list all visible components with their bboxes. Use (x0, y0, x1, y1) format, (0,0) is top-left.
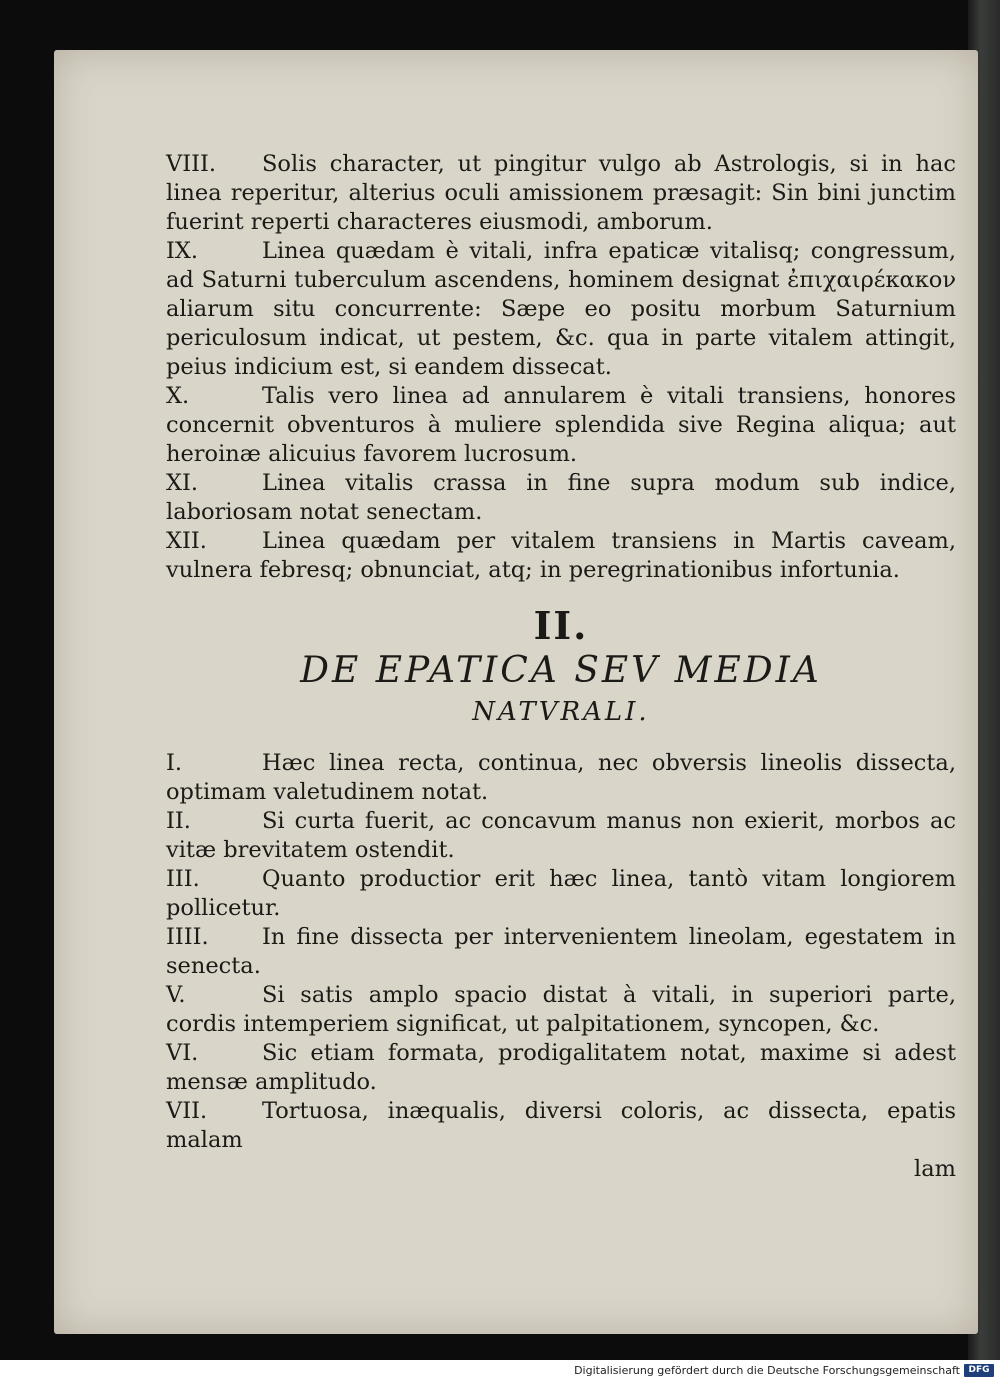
entry-number: XI. (166, 470, 199, 496)
entry-i (166, 749, 956, 807)
page-text (166, 150, 956, 1184)
entry-text: Si satis amplo spacio distat à vitali, in superiori parte, cordis intemperiem significat, ut palpitationem, syncopen, &c. (166, 982, 956, 1037)
entry-number: I. (166, 750, 183, 776)
dfg-logo: DFG (964, 1364, 994, 1377)
entry-iiii (166, 923, 956, 981)
entry-number: V. (166, 982, 186, 1008)
section-number: II. (533, 603, 589, 648)
entry-number: III. (166, 866, 200, 892)
funding-note: Digitalisierung gefördert durch die Deutsche Forschungsgemeinschaft (574, 1364, 960, 1377)
entries-part2 (166, 749, 956, 1155)
entry-text: Linea vitalis crassa in fine supra modum sub indice, laboriosam notat senectam. (166, 470, 956, 525)
entry-number: VI. (166, 1040, 199, 1066)
entries-part1 (166, 150, 956, 585)
entry-text: In fine dissecta per intervenientem lineolam, egestatem in senecta. (166, 924, 956, 979)
entry-number: VII. (166, 1098, 208, 1124)
entry-text: Linea quædam è vitali, infra epaticæ vitalisq; congressum, ad Saturni tuberculum ascendens, hominem designat ἐπιχαιρέκακον aliarum situ concurrente: Sæpe eo positu morbum Saturnium periculosum indicat, ut pestem, &c. qua in parte vitalem attingit, peius indicium est, si eandem dissecat. (166, 238, 956, 380)
entry-text: Hæc linea recta, continua, nec obversis lineolis dissecta, optimam valetudinem notat. (166, 750, 956, 805)
section-title: DE EPATICA SEV MEDIA (300, 650, 822, 691)
entry-text: Sic etiam formata, prodigalitatem notat, maxime si adest mensæ amplitudo. (166, 1040, 956, 1095)
entry-number: XII. (166, 528, 207, 554)
entry-viii (166, 150, 956, 237)
entry-ix (166, 237, 956, 382)
entry-number: X. (166, 383, 190, 409)
entry-text: Quanto productior erit hæc linea, tantò vitam longiorem pollicetur. (166, 866, 956, 921)
entry-iii (166, 865, 956, 923)
entry-vii (166, 1097, 956, 1155)
entry-number: VIII. (166, 151, 217, 177)
entry-text: Talis vero linea ad annularem è vitali transiens, honores concernit obventuros à muliere splendida sive Regina aliqua; aut heroinæ alicuius favorem lucrosum. (166, 383, 956, 467)
entry-number: IIII. (166, 924, 209, 950)
entry-ii (166, 807, 956, 865)
entry-number: IX. (166, 238, 199, 264)
entry-xi (166, 469, 956, 527)
entry-v (166, 981, 956, 1039)
entry-text: Solis character, ut pingitur vulgo ab Astrologis, si in hac linea reperitur, alterius oculi amissionem præsagit: Sin bini junctim fuerint reperti characteres eiusmodi, amborum. (166, 151, 956, 235)
catchword: lam (914, 1156, 956, 1182)
section-subtitle: NATVRALI. (472, 697, 650, 727)
entry-number: II. (166, 808, 191, 834)
entry-x (166, 382, 956, 469)
entry-xii (166, 527, 956, 585)
entry-text: Si curta fuerit, ac concavum manus non exierit, morbos ac vitæ brevitatem ostendit. (166, 808, 956, 863)
entry-text: Tortuosa, inæqualis, diversi coloris, ac dissecta, epatis malam (166, 1098, 956, 1153)
entry-vi (166, 1039, 956, 1097)
entry-text: Linea quædam per vitalem transiens in Martis caveam, vulnera febresq; obnunciat, atq; in peregrinationibus infortunia. (166, 528, 956, 583)
